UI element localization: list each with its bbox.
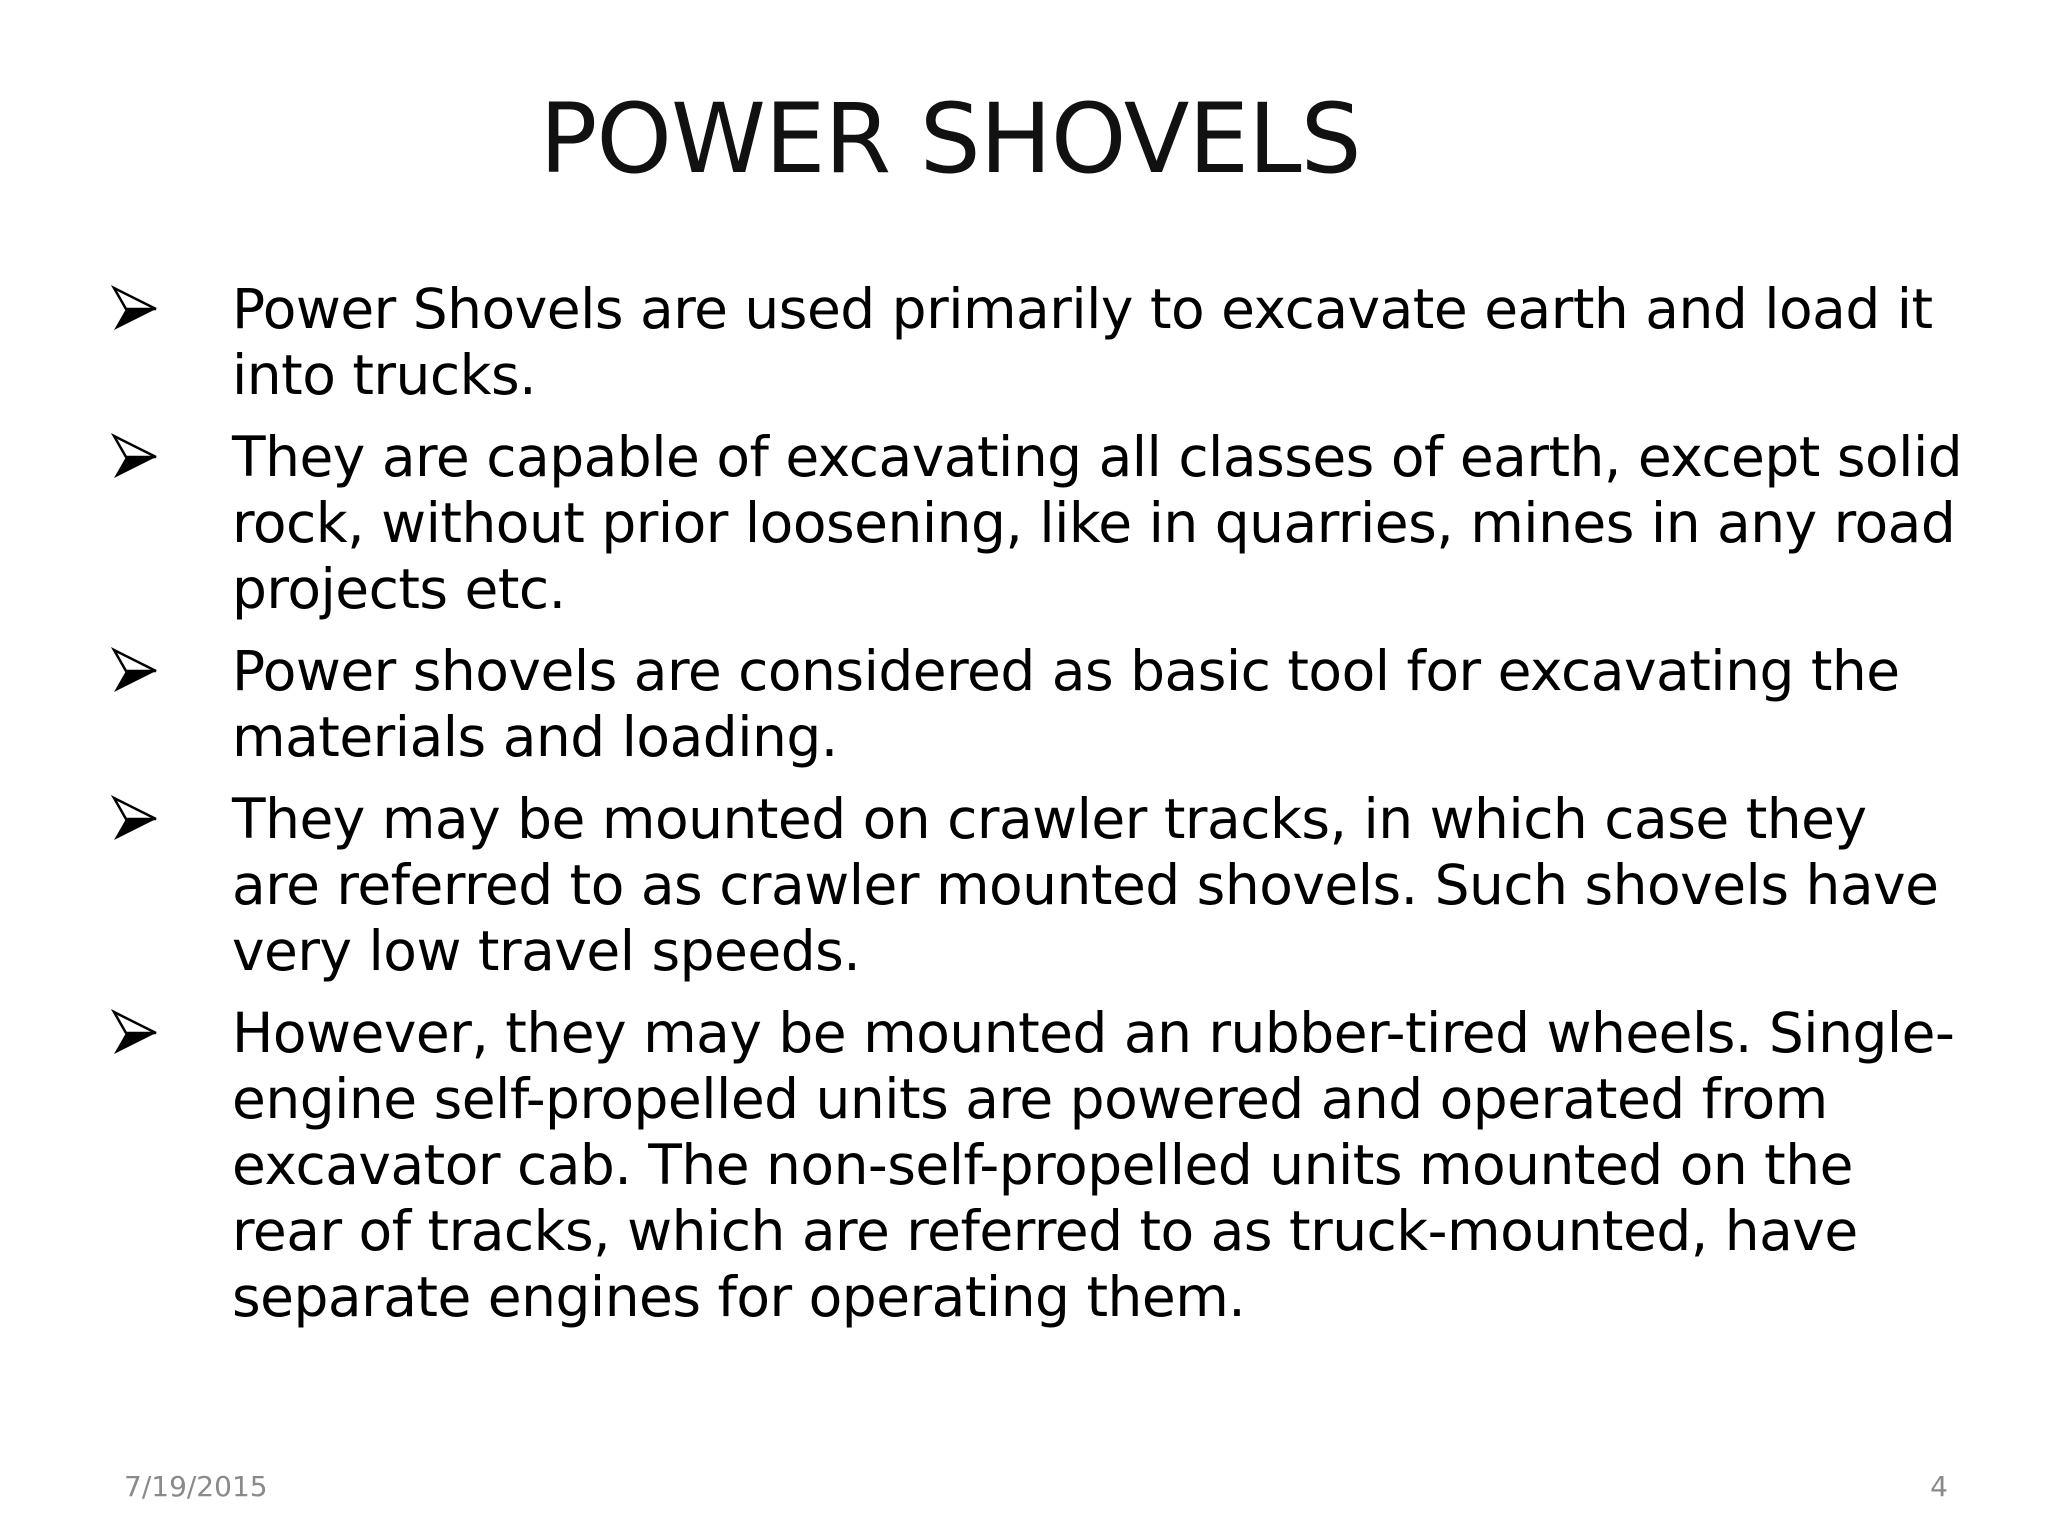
arrowhead-bullet-icon bbox=[110, 284, 160, 334]
arrowhead-bullet-icon bbox=[110, 1008, 160, 1058]
bullet-item bbox=[110, 424, 1970, 622]
arrowhead-bullet-icon bbox=[110, 432, 160, 482]
footer-date: 7/19/2015 bbox=[124, 1470, 268, 1503]
bullet-item bbox=[110, 638, 1970, 770]
bullet-text: Power shovels are considered as basic tool for excavating the materials and loading. bbox=[232, 639, 1900, 769]
bullet-item bbox=[110, 1000, 1970, 1330]
bullet-text: They are capable of excavating all classes of earth, except solid rock, without prior loosening, like in quarries, mines in any road projects etc. bbox=[232, 425, 1963, 621]
bullet-list bbox=[110, 276, 1970, 1346]
bullet-text: However, they may be mounted an rubber-tired wheels. Single-engine self-propelled units are powered and operated from excavator cab. The non-self-propelled units mounted on the rear of tracks, which are referred to as truck-mounted, have separate engines for operating them. bbox=[232, 1001, 1955, 1329]
arrowhead-bullet-icon bbox=[110, 794, 160, 844]
slide-title: POWER SHOVELS bbox=[539, 83, 1361, 195]
bullet-text: They may be mounted on crawler tracks, in which case they are referred to as crawler mounted shovels. Such shovels have very low travel speeds. bbox=[232, 787, 1939, 983]
bullet-item bbox=[110, 276, 1970, 408]
bullet-item bbox=[110, 786, 1970, 984]
footer-page-number: 4 bbox=[1930, 1470, 1948, 1503]
arrowhead-bullet-icon bbox=[110, 646, 160, 696]
bullet-text: Power Shovels are used primarily to excavate earth and load it into trucks. bbox=[232, 277, 1933, 407]
